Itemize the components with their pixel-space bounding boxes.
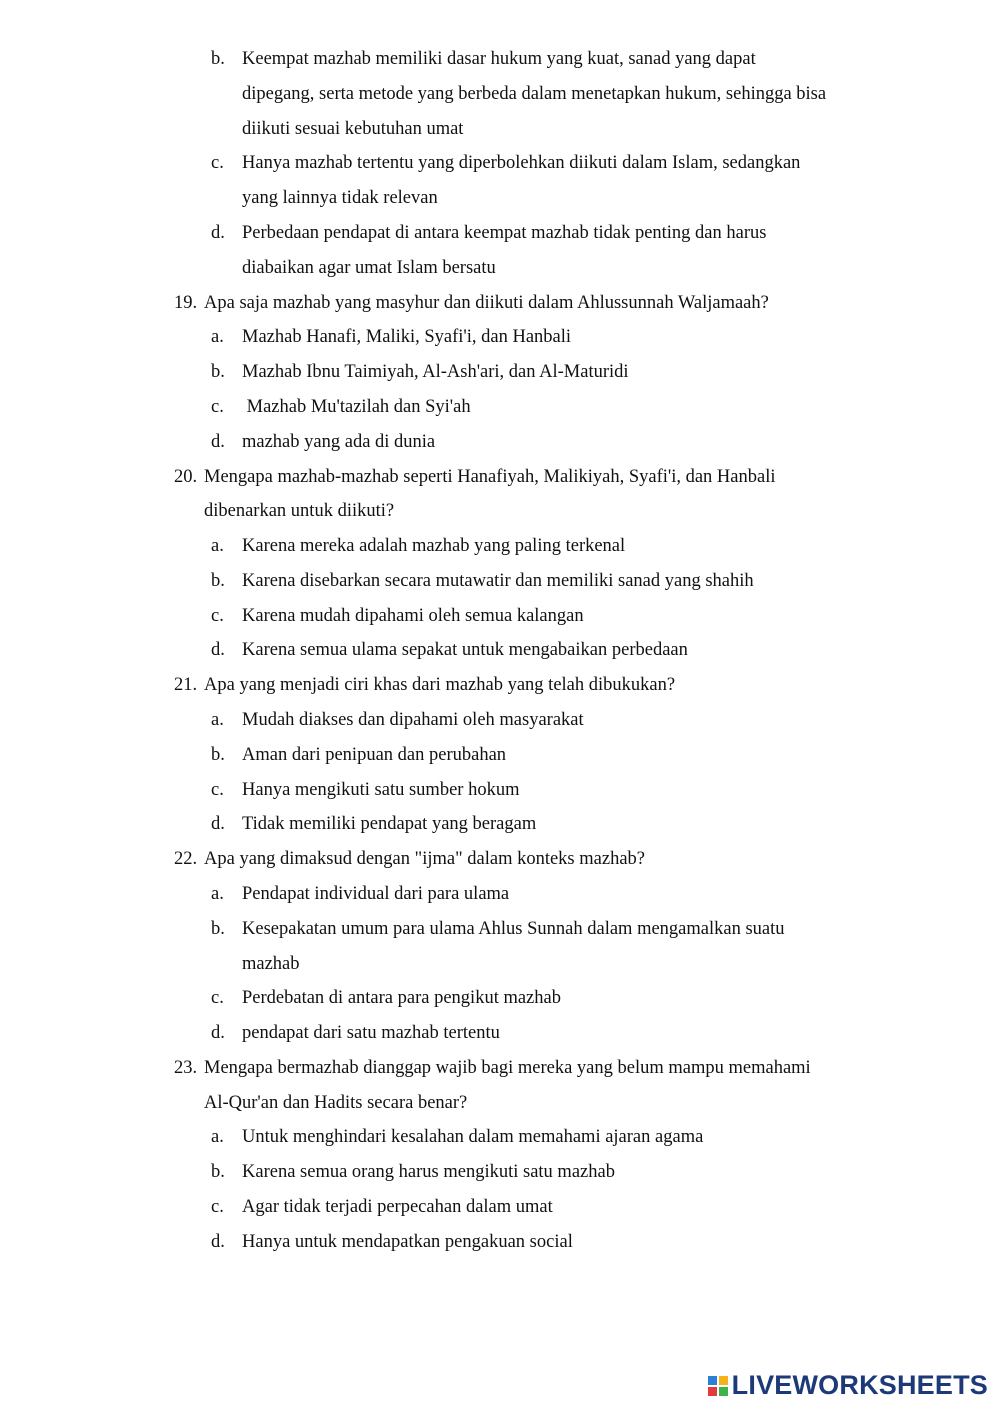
option-letter: d. bbox=[211, 1232, 225, 1252]
option-text-line: Tidak memiliki pendapat yang beragam bbox=[242, 814, 537, 834]
option-letter: c. bbox=[211, 1197, 224, 1217]
option-letter: d. bbox=[211, 223, 225, 243]
option-letter: c. bbox=[211, 780, 224, 800]
option-letter: a. bbox=[211, 1127, 224, 1147]
option-text-line: Karena semua orang harus mengikuti satu mazhab bbox=[242, 1162, 615, 1182]
question-text: dibenarkan untuk diikuti? bbox=[204, 501, 395, 521]
option-text-line: yang lainnya tidak relevan bbox=[242, 188, 438, 208]
option-text-line: mazhab yang ada di dunia bbox=[242, 432, 436, 452]
option-letter: b. bbox=[211, 745, 225, 765]
option-letter: b. bbox=[211, 571, 225, 591]
logo-tiles-icon bbox=[708, 1376, 728, 1396]
option-letter: b. bbox=[211, 1162, 225, 1182]
option-text-line: Karena mudah dipahami oleh semua kalangan bbox=[242, 606, 584, 626]
question-text: Apa yang menjadi ciri khas dari mazhab yang telah dibukukan? bbox=[204, 675, 676, 695]
question-text: Apa yang dimaksud dengan "ijma" dalam konteks mazhab? bbox=[204, 849, 645, 869]
option-text-line: dipegang, serta metode yang berbeda dalam menetapkan hukum, sehingga bisa bbox=[242, 84, 827, 104]
option-letter: a. bbox=[211, 327, 224, 347]
logo-text: LIVEWORKSHEETS bbox=[731, 1370, 988, 1400]
option-text-line: pendapat dari satu mazhab tertentu bbox=[242, 1023, 500, 1043]
option-letter: a. bbox=[211, 536, 224, 556]
option-text-line: Mazhab Hanafi, Maliki, Syafi'i, dan Hanbali bbox=[242, 327, 572, 347]
option-text-line: Mudah diakses dan dipahami oleh masyarakat bbox=[242, 710, 584, 730]
question-number: 19. bbox=[174, 293, 198, 313]
option-text-line: Perdebatan di antara para pengikut mazhab bbox=[242, 988, 561, 1008]
option-text-line: diikuti sesuai kebutuhan umat bbox=[242, 119, 464, 139]
logo-tile bbox=[708, 1387, 717, 1396]
option-text-line: Karena disebarkan secara mutawatir dan memiliki sanad yang shahih bbox=[242, 571, 754, 591]
question-number: 21. bbox=[174, 675, 198, 695]
option-letter: a. bbox=[211, 710, 224, 730]
question-text: Al-Qur'an dan Hadits secara benar? bbox=[204, 1093, 468, 1113]
option-text-line: Karena semua ulama sepakat untuk mengabaikan perbedaan bbox=[242, 640, 688, 660]
option-letter: b. bbox=[211, 919, 225, 939]
option-letter: d. bbox=[211, 640, 225, 660]
question-number: 22. bbox=[174, 849, 198, 869]
option-text-line: Mazhab Mu'tazilah dan Syi'ah bbox=[242, 397, 471, 417]
option-letter: c. bbox=[211, 153, 224, 173]
option-text-line: Karena mereka adalah mazhab yang paling terkenal bbox=[242, 536, 626, 556]
option-letter: c. bbox=[211, 606, 224, 626]
option-text-line: Pendapat individual dari para ulama bbox=[242, 884, 510, 904]
option-text-line: Aman dari penipuan dan perubahan bbox=[242, 745, 507, 765]
option-text-line: diabaikan agar umat Islam bersatu bbox=[242, 258, 496, 278]
option-letter: b. bbox=[211, 49, 225, 69]
logo-tile bbox=[719, 1376, 728, 1385]
option-text-line: Hanya mazhab tertentu yang diperbolehkan diikuti dalam Islam, sedangkan bbox=[242, 153, 801, 173]
option-letter: d. bbox=[211, 1023, 225, 1043]
logo-tile bbox=[719, 1387, 728, 1396]
option-letter: d. bbox=[211, 814, 225, 834]
option-letter: c. bbox=[211, 988, 224, 1008]
question-text: Apa saja mazhab yang masyhur dan diikuti dalam Ahlussunnah Waljamaah? bbox=[204, 293, 769, 313]
option-text-line: mazhab bbox=[242, 954, 300, 974]
option-text-line: Hanya untuk mendapatkan pengakuan social bbox=[242, 1232, 573, 1252]
option-text-line: Mazhab Ibnu Taimiyah, Al-Ash'ari, dan Al-Maturidi bbox=[242, 362, 629, 382]
option-letter: d. bbox=[211, 432, 225, 452]
option-text-line: Agar tidak terjadi perpecahan dalam umat bbox=[242, 1197, 553, 1217]
option-letter: a. bbox=[211, 884, 224, 904]
option-text-line: Keempat mazhab memiliki dasar hukum yang kuat, sanad yang dapat bbox=[242, 49, 756, 69]
logo-tile bbox=[708, 1376, 717, 1385]
option-text-line: Perbedaan pendapat di antara keempat mazhab tidak penting dan harus bbox=[242, 223, 767, 243]
liveworksheets-logo[interactable] bbox=[708, 1370, 988, 1401]
question-text: Mengapa mazhab-mazhab seperti Hanafiyah, Malikiyah, Syafi'i, dan Hanbali bbox=[204, 467, 776, 487]
option-letter: c. bbox=[211, 397, 224, 417]
question-number: 20. bbox=[174, 467, 198, 487]
question-number: 23. bbox=[174, 1058, 198, 1078]
option-text-line: Hanya mengikuti satu sumber hokum bbox=[242, 780, 520, 800]
option-text-line: Untuk menghindari kesalahan dalam memahami ajaran agama bbox=[242, 1127, 704, 1147]
option-text-line: Kesepakatan umum para ulama Ahlus Sunnah dalam mengamalkan suatu bbox=[242, 919, 785, 939]
question-text: Mengapa bermazhab dianggap wajib bagi mereka yang belum mampu memahami bbox=[204, 1058, 811, 1078]
option-letter: b. bbox=[211, 362, 225, 382]
